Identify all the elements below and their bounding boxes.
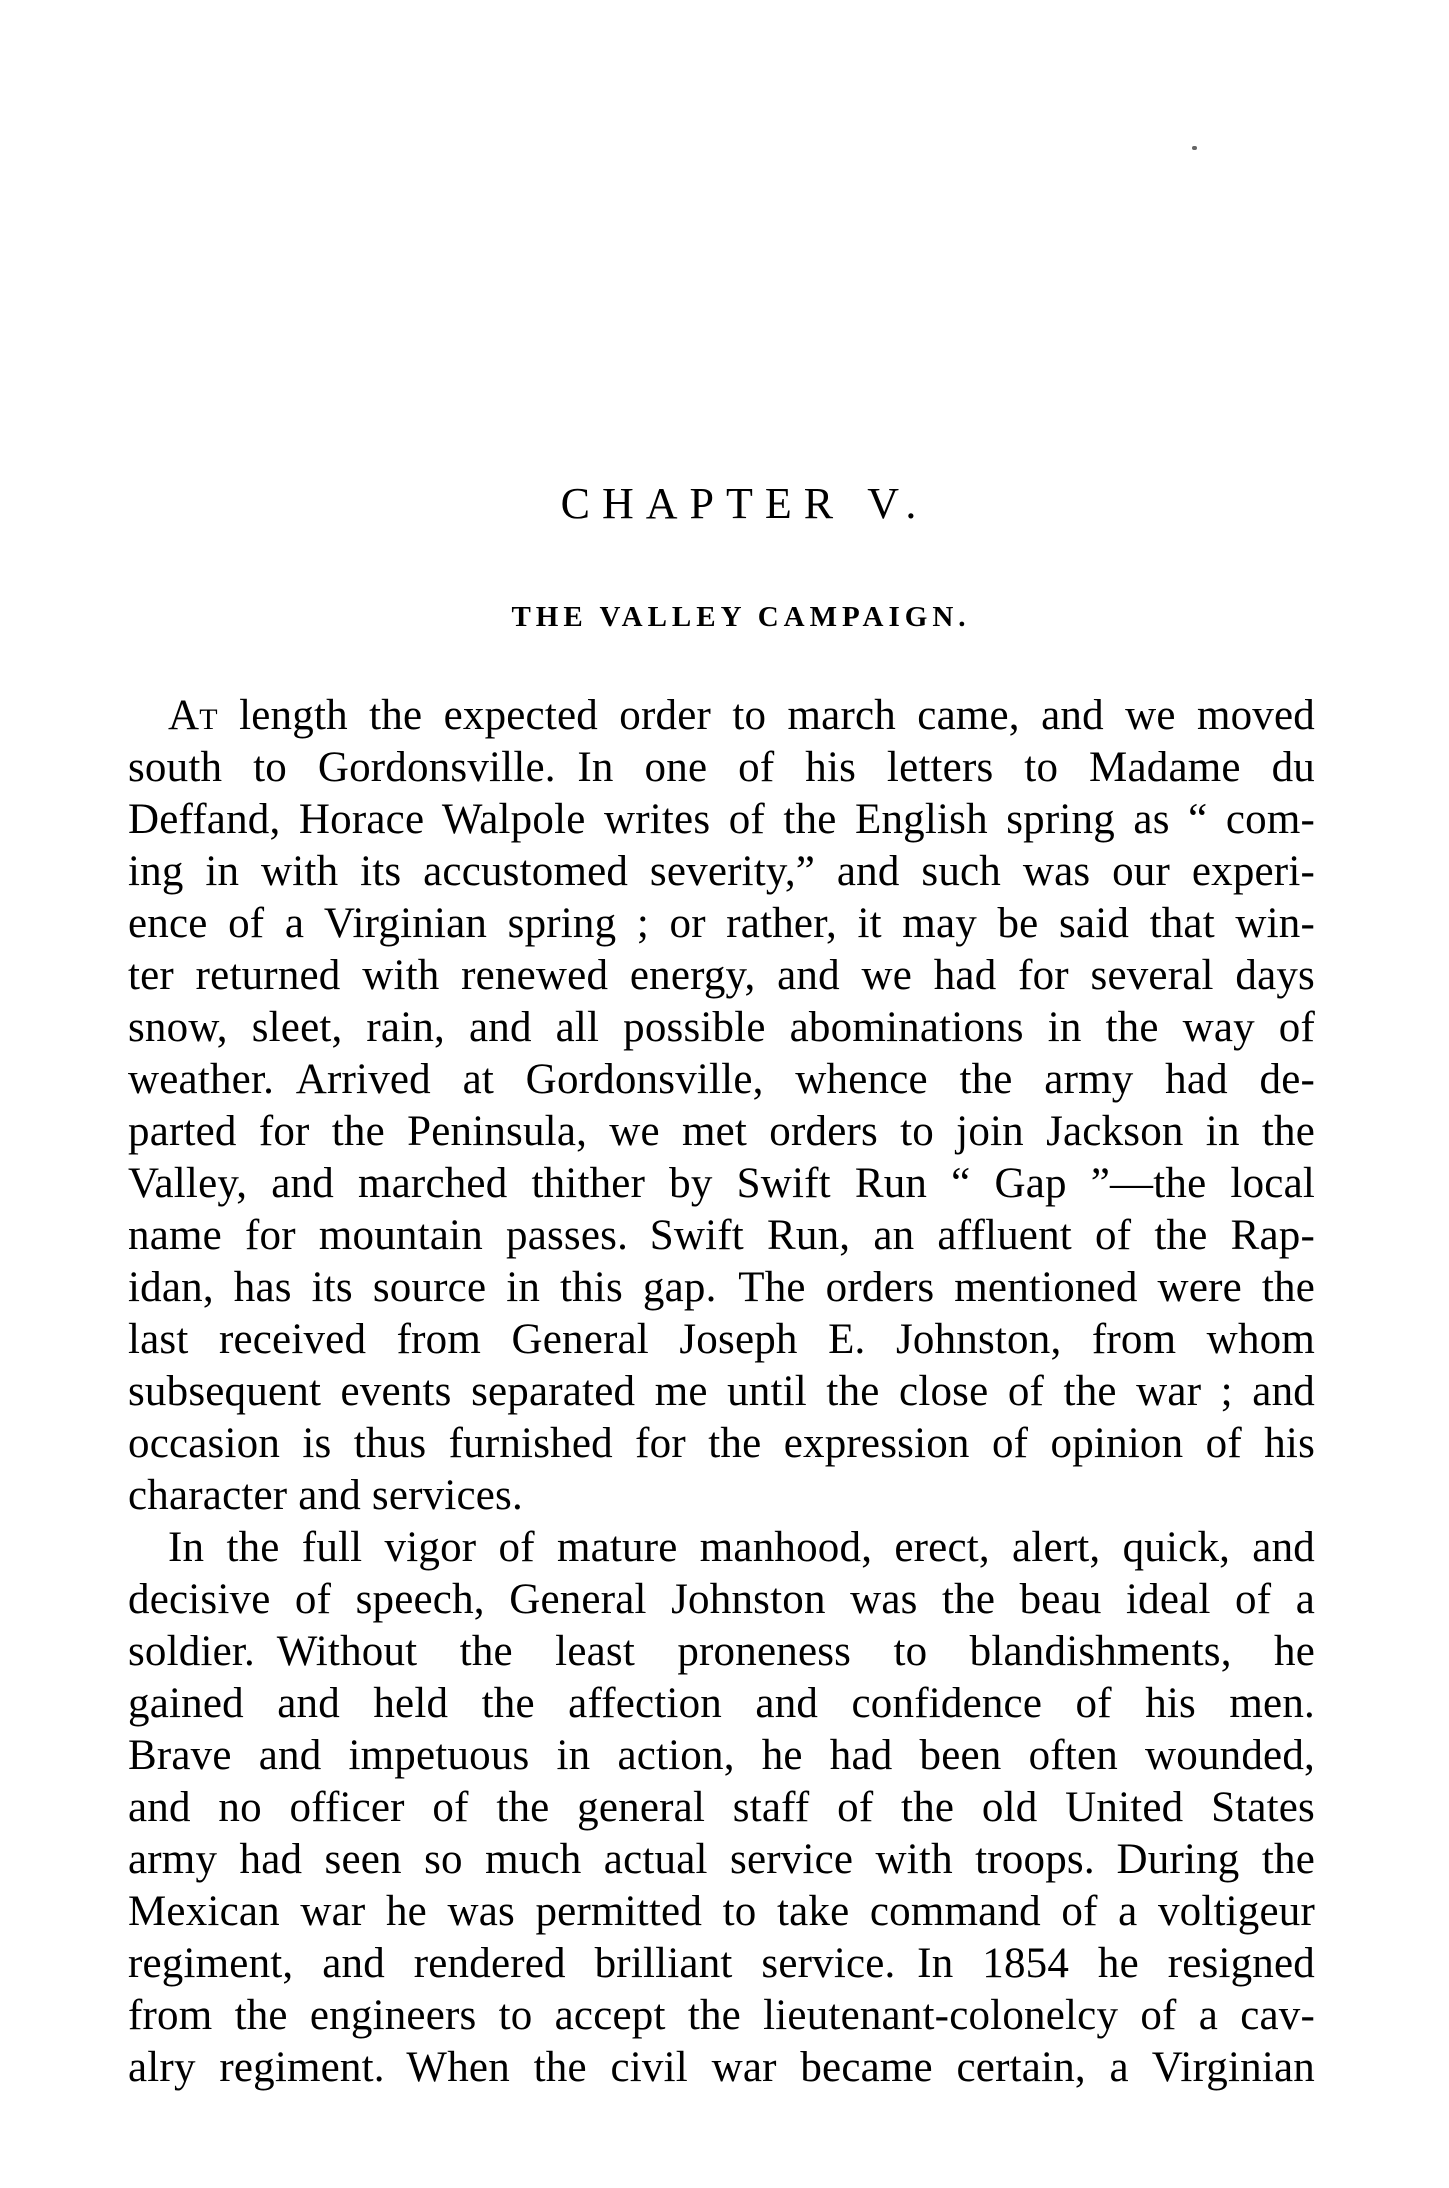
paragraph bbox=[128, 690, 1315, 1522]
text-line: Brave and impetuous in action, he had been often wounded, bbox=[128, 1732, 1315, 1779]
text-line: Valley, and marched thither by Swift Run “ Gap ”—the local bbox=[128, 1160, 1315, 1207]
lead-word: At bbox=[168, 692, 218, 739]
text-line: character and services. bbox=[128, 1472, 523, 1519]
chapter-heading: CHAPTER V. bbox=[560, 479, 929, 528]
text-line: At length the expected order to march came, and we moved bbox=[168, 692, 1315, 739]
text-line: and no officer of the general staff of the old United States bbox=[128, 1784, 1315, 1831]
text-line: Mexican war he was permitted to take command of a voltigeur bbox=[128, 1888, 1315, 1935]
text-body bbox=[128, 690, 1315, 2094]
text-line: ter returned with renewed energy, and we had for several days bbox=[128, 952, 1315, 999]
text-line: weather. Arrived at Gordonsville, whence the army had de- bbox=[128, 1056, 1315, 1103]
text-line: south to Gordonsville. In one of his letters to Madame du bbox=[128, 744, 1315, 791]
text-line: In the full vigor of mature manhood, erect, alert, quick, and bbox=[168, 1524, 1315, 1571]
text-line: soldier. Without the least proneness to blandishments, he bbox=[128, 1628, 1315, 1675]
scan-speck bbox=[1192, 146, 1197, 150]
text-line: last received from General Joseph E. Johnston, from whom bbox=[128, 1316, 1315, 1363]
text-line: army had seen so much actual service with troops. During the bbox=[128, 1836, 1315, 1883]
text-line: ence of a Virginian spring ; or rather, it may be said that win- bbox=[128, 900, 1315, 947]
text-line: from the engineers to accept the lieutenant-colonelcy of a cav- bbox=[128, 1992, 1315, 2039]
text-line: name for mountain passes. Swift Run, an affluent of the Rap- bbox=[128, 1212, 1315, 1259]
text-line: ing in with its accustomed severity,” and such was our experi- bbox=[128, 848, 1315, 895]
text-line: subsequent events separated me until the close of the war ; and bbox=[128, 1368, 1315, 1415]
text-line: regiment, and rendered brilliant service. In 1854 he resigned bbox=[128, 1940, 1315, 1987]
text-line: decisive of speech, General Johnston was the beau ideal of a bbox=[128, 1576, 1315, 1623]
text-line: snow, sleet, rain, and all possible abominations in the way of bbox=[128, 1004, 1315, 1051]
text-line: occasion is thus furnished for the expression of opinion of his bbox=[128, 1420, 1315, 1467]
text-line: parted for the Peninsula, we met orders to join Jackson in the bbox=[128, 1108, 1315, 1155]
text-line: alry regiment. When the civil war became certain, a Virginian bbox=[128, 2044, 1315, 2091]
section-heading: THE VALLEY CAMPAIGN. bbox=[511, 601, 971, 633]
paragraph bbox=[128, 1522, 1315, 2094]
lead-word: In bbox=[168, 1524, 205, 1571]
text-line: Deffand, Horace Walpole writes of the English spring as “ com- bbox=[128, 796, 1315, 843]
text-line: gained and held the affection and confidence of his men. bbox=[128, 1680, 1315, 1727]
text-line: idan, has its source in this gap. The orders mentioned were the bbox=[128, 1264, 1315, 1311]
